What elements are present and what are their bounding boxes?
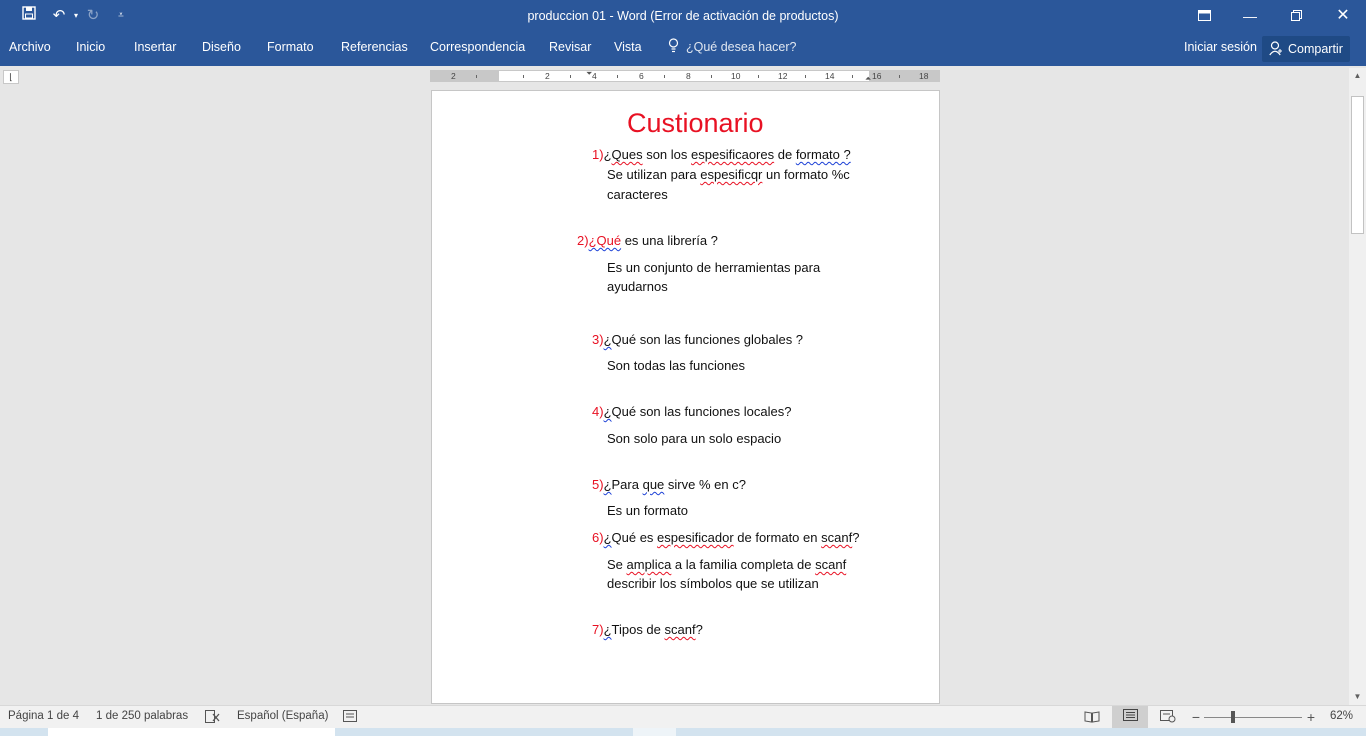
ruler-tick bbox=[523, 75, 524, 78]
person-icon bbox=[1269, 41, 1283, 61]
text-run: un formato %c bbox=[762, 167, 850, 182]
misspelled-word: scanf bbox=[664, 622, 696, 637]
question-number: 7) bbox=[592, 622, 604, 637]
zoom-level[interactable]: 62% bbox=[1330, 710, 1354, 722]
tell-me-search[interactable]: ¿Qué desea hacer? bbox=[686, 40, 797, 54]
question-1 bbox=[592, 147, 851, 162]
misspelled-word: Ques bbox=[611, 147, 643, 162]
ribbon-tabs bbox=[0, 33, 1366, 66]
zoom-in-icon[interactable]: + bbox=[1306, 709, 1316, 725]
text-run: ? bbox=[852, 530, 860, 545]
scrollbar-thumb[interactable] bbox=[1351, 96, 1364, 234]
text-run: es una librería ? bbox=[621, 233, 718, 248]
grammar-flagged-word: ¿Qué bbox=[588, 233, 622, 248]
horizontal-ruler[interactable] bbox=[430, 70, 940, 82]
ruler-label: 2 bbox=[545, 71, 550, 81]
question-number: 4) bbox=[592, 404, 604, 419]
text-run: ? bbox=[695, 622, 703, 637]
question-number: 1) bbox=[592, 147, 604, 162]
text-run: sirve % en c? bbox=[664, 477, 746, 492]
ruler-tick bbox=[617, 75, 618, 78]
ruler-tick bbox=[805, 75, 806, 78]
close-icon[interactable]: ✕ bbox=[1336, 7, 1350, 24]
ruler-label: 2 bbox=[451, 71, 456, 81]
text-run: de bbox=[774, 147, 796, 162]
text-run: Qué son las funciones locales? bbox=[611, 404, 792, 419]
answer-2-line-1: Es un conjunto de herramientas para bbox=[607, 260, 821, 275]
ruler-label: 6 bbox=[639, 71, 644, 81]
share-label: Compartir bbox=[1288, 42, 1343, 56]
ruler-tick bbox=[570, 75, 571, 78]
tab-revisar[interactable]: Revisar bbox=[549, 40, 592, 54]
scroll-up-icon[interactable]: ▲ bbox=[1353, 71, 1362, 80]
document-page[interactable] bbox=[431, 90, 940, 704]
ruler-label: 18 bbox=[919, 71, 929, 81]
text-run: Qué son las funciones globales ? bbox=[611, 332, 804, 347]
status-bar bbox=[0, 705, 1366, 728]
minimize-icon[interactable]: — bbox=[1243, 8, 1257, 24]
question-7 bbox=[592, 622, 703, 637]
question-number: 6) bbox=[592, 530, 604, 545]
first-line-indent-marker[interactable]: ⏷ bbox=[586, 69, 593, 78]
tab-insertar[interactable]: Insertar bbox=[134, 40, 177, 54]
taskbar-search-box[interactable] bbox=[48, 728, 335, 736]
ruler-label: 16 bbox=[872, 71, 882, 81]
tab-formato[interactable]: Formato bbox=[267, 40, 314, 54]
answer-2-line-2: ayudarnos bbox=[607, 279, 668, 294]
windows-taskbar bbox=[0, 728, 1366, 736]
ruler-tick bbox=[476, 75, 477, 78]
answer-6-line-1 bbox=[607, 557, 846, 572]
web-layout-icon[interactable] bbox=[1160, 710, 1176, 724]
language-indicator[interactable]: Español (España) bbox=[237, 710, 329, 722]
page-count[interactable]: Página 1 de 4 bbox=[8, 710, 79, 722]
tab-inicio[interactable]: Inicio bbox=[76, 40, 106, 54]
ruler-tick bbox=[758, 75, 759, 78]
ruler-tick bbox=[899, 75, 900, 78]
question-number: 2) bbox=[577, 233, 589, 248]
share-button[interactable] bbox=[1262, 36, 1350, 62]
redo-icon[interactable]: ↻ bbox=[86, 7, 100, 24]
text-run: ¿ bbox=[603, 147, 612, 162]
grammar-flagged-word: que bbox=[642, 477, 665, 492]
ruler-tick bbox=[852, 75, 853, 78]
text-run: a la familia completa de bbox=[671, 557, 816, 572]
vertical-scrollbar[interactable] bbox=[1349, 68, 1366, 705]
ruler-margin-left bbox=[431, 71, 499, 81]
grammar-flagged-word: ¿ bbox=[603, 530, 612, 545]
misspelled-word: scanf bbox=[815, 557, 847, 572]
answer-3: Son todas las funciones bbox=[607, 358, 746, 373]
scroll-down-icon[interactable]: ▼ bbox=[1353, 692, 1362, 701]
question-6 bbox=[592, 530, 859, 545]
undo-icon[interactable]: ↶ bbox=[52, 7, 66, 24]
question-5 bbox=[592, 477, 746, 492]
misspelled-word: scanf bbox=[821, 530, 853, 545]
macro-record-icon[interactable] bbox=[342, 710, 358, 724]
answer-6-line-2: describir los símbolos que se utilizan bbox=[607, 576, 819, 591]
customize-toolbar-icon[interactable]: ⩡ bbox=[118, 10, 124, 21]
grammar-flagged-word: ¿ bbox=[603, 477, 612, 492]
text-run: Para bbox=[611, 477, 643, 492]
tab-selector-icon[interactable]: ⌊ bbox=[3, 70, 19, 84]
sign-in-link[interactable]: Iniciar sesión bbox=[1184, 40, 1257, 54]
text-run: de formato en bbox=[733, 530, 822, 545]
taskbar-app-button[interactable] bbox=[633, 728, 676, 736]
read-mode-icon[interactable] bbox=[1084, 710, 1100, 724]
misspelled-word: espesificqr bbox=[700, 167, 763, 182]
zoom-out-icon[interactable]: − bbox=[1191, 709, 1201, 725]
text-run: Se bbox=[607, 557, 627, 572]
ruler-tick bbox=[664, 75, 665, 78]
answer-4: Son solo para un solo espacio bbox=[607, 431, 782, 446]
tab-referencias[interactable]: Referencias bbox=[341, 40, 408, 54]
question-3 bbox=[592, 332, 803, 347]
ruler-tick bbox=[711, 75, 712, 78]
tab-correspondencia[interactable]: Correspondencia bbox=[430, 40, 526, 54]
zoom-slider-thumb[interactable] bbox=[1231, 711, 1235, 723]
ruler-label: 4 bbox=[592, 71, 597, 81]
ruler-label: 10 bbox=[731, 71, 741, 81]
grammar-flagged-word: formato ? bbox=[795, 147, 851, 162]
right-indent-marker[interactable]: ⏶ bbox=[865, 74, 872, 83]
text-run: Qué es bbox=[611, 530, 658, 545]
grammar-flagged-word: ¿ bbox=[603, 332, 612, 347]
ruler-label: 8 bbox=[686, 71, 691, 81]
zoom-slider[interactable] bbox=[1204, 717, 1302, 718]
document-title: Custionario bbox=[627, 108, 764, 138]
misspelled-word: espesificaores bbox=[691, 147, 775, 162]
undo-dropdown-icon[interactable]: ▾ bbox=[73, 11, 78, 20]
grammar-flagged-word: ¿ bbox=[603, 404, 612, 419]
tab-archivo[interactable]: Archivo bbox=[9, 40, 51, 54]
tab-diseno[interactable]: Diseño bbox=[202, 40, 241, 54]
question-number: 5) bbox=[592, 477, 604, 492]
restore-icon[interactable] bbox=[1273, 0, 1319, 32]
question-number: 3) bbox=[592, 332, 604, 347]
grammar-flagged-word: ¿ bbox=[603, 622, 612, 637]
print-layout-icon[interactable] bbox=[1112, 706, 1148, 728]
word-count[interactable]: 1 de 250 palabras bbox=[96, 710, 189, 722]
proofing-errors-icon[interactable] bbox=[204, 710, 220, 724]
window-title: produccion 01 - Word (Error de activación de productos) bbox=[527, 9, 839, 23]
misspelled-word: amplica bbox=[626, 557, 672, 572]
answer-1-line-1 bbox=[607, 167, 850, 182]
ruler-label: 14 bbox=[825, 71, 835, 81]
misspelled-word: espesificador bbox=[657, 530, 734, 545]
answer-1-line-2: caracteres bbox=[607, 187, 668, 202]
tab-vista[interactable]: Vista bbox=[614, 40, 642, 54]
question-4 bbox=[592, 404, 791, 419]
question-2 bbox=[577, 233, 718, 248]
lightbulb-icon[interactable] bbox=[668, 38, 679, 56]
ribbon-display-options-icon[interactable] bbox=[1181, 0, 1227, 32]
answer-5: Es un formato bbox=[607, 503, 688, 518]
text-run: Tipos de bbox=[611, 622, 665, 637]
text-run: son los bbox=[642, 147, 692, 162]
title-bar bbox=[0, 0, 1366, 33]
text-run: Se utilizan para bbox=[607, 167, 701, 182]
ruler-label: 12 bbox=[778, 71, 788, 81]
